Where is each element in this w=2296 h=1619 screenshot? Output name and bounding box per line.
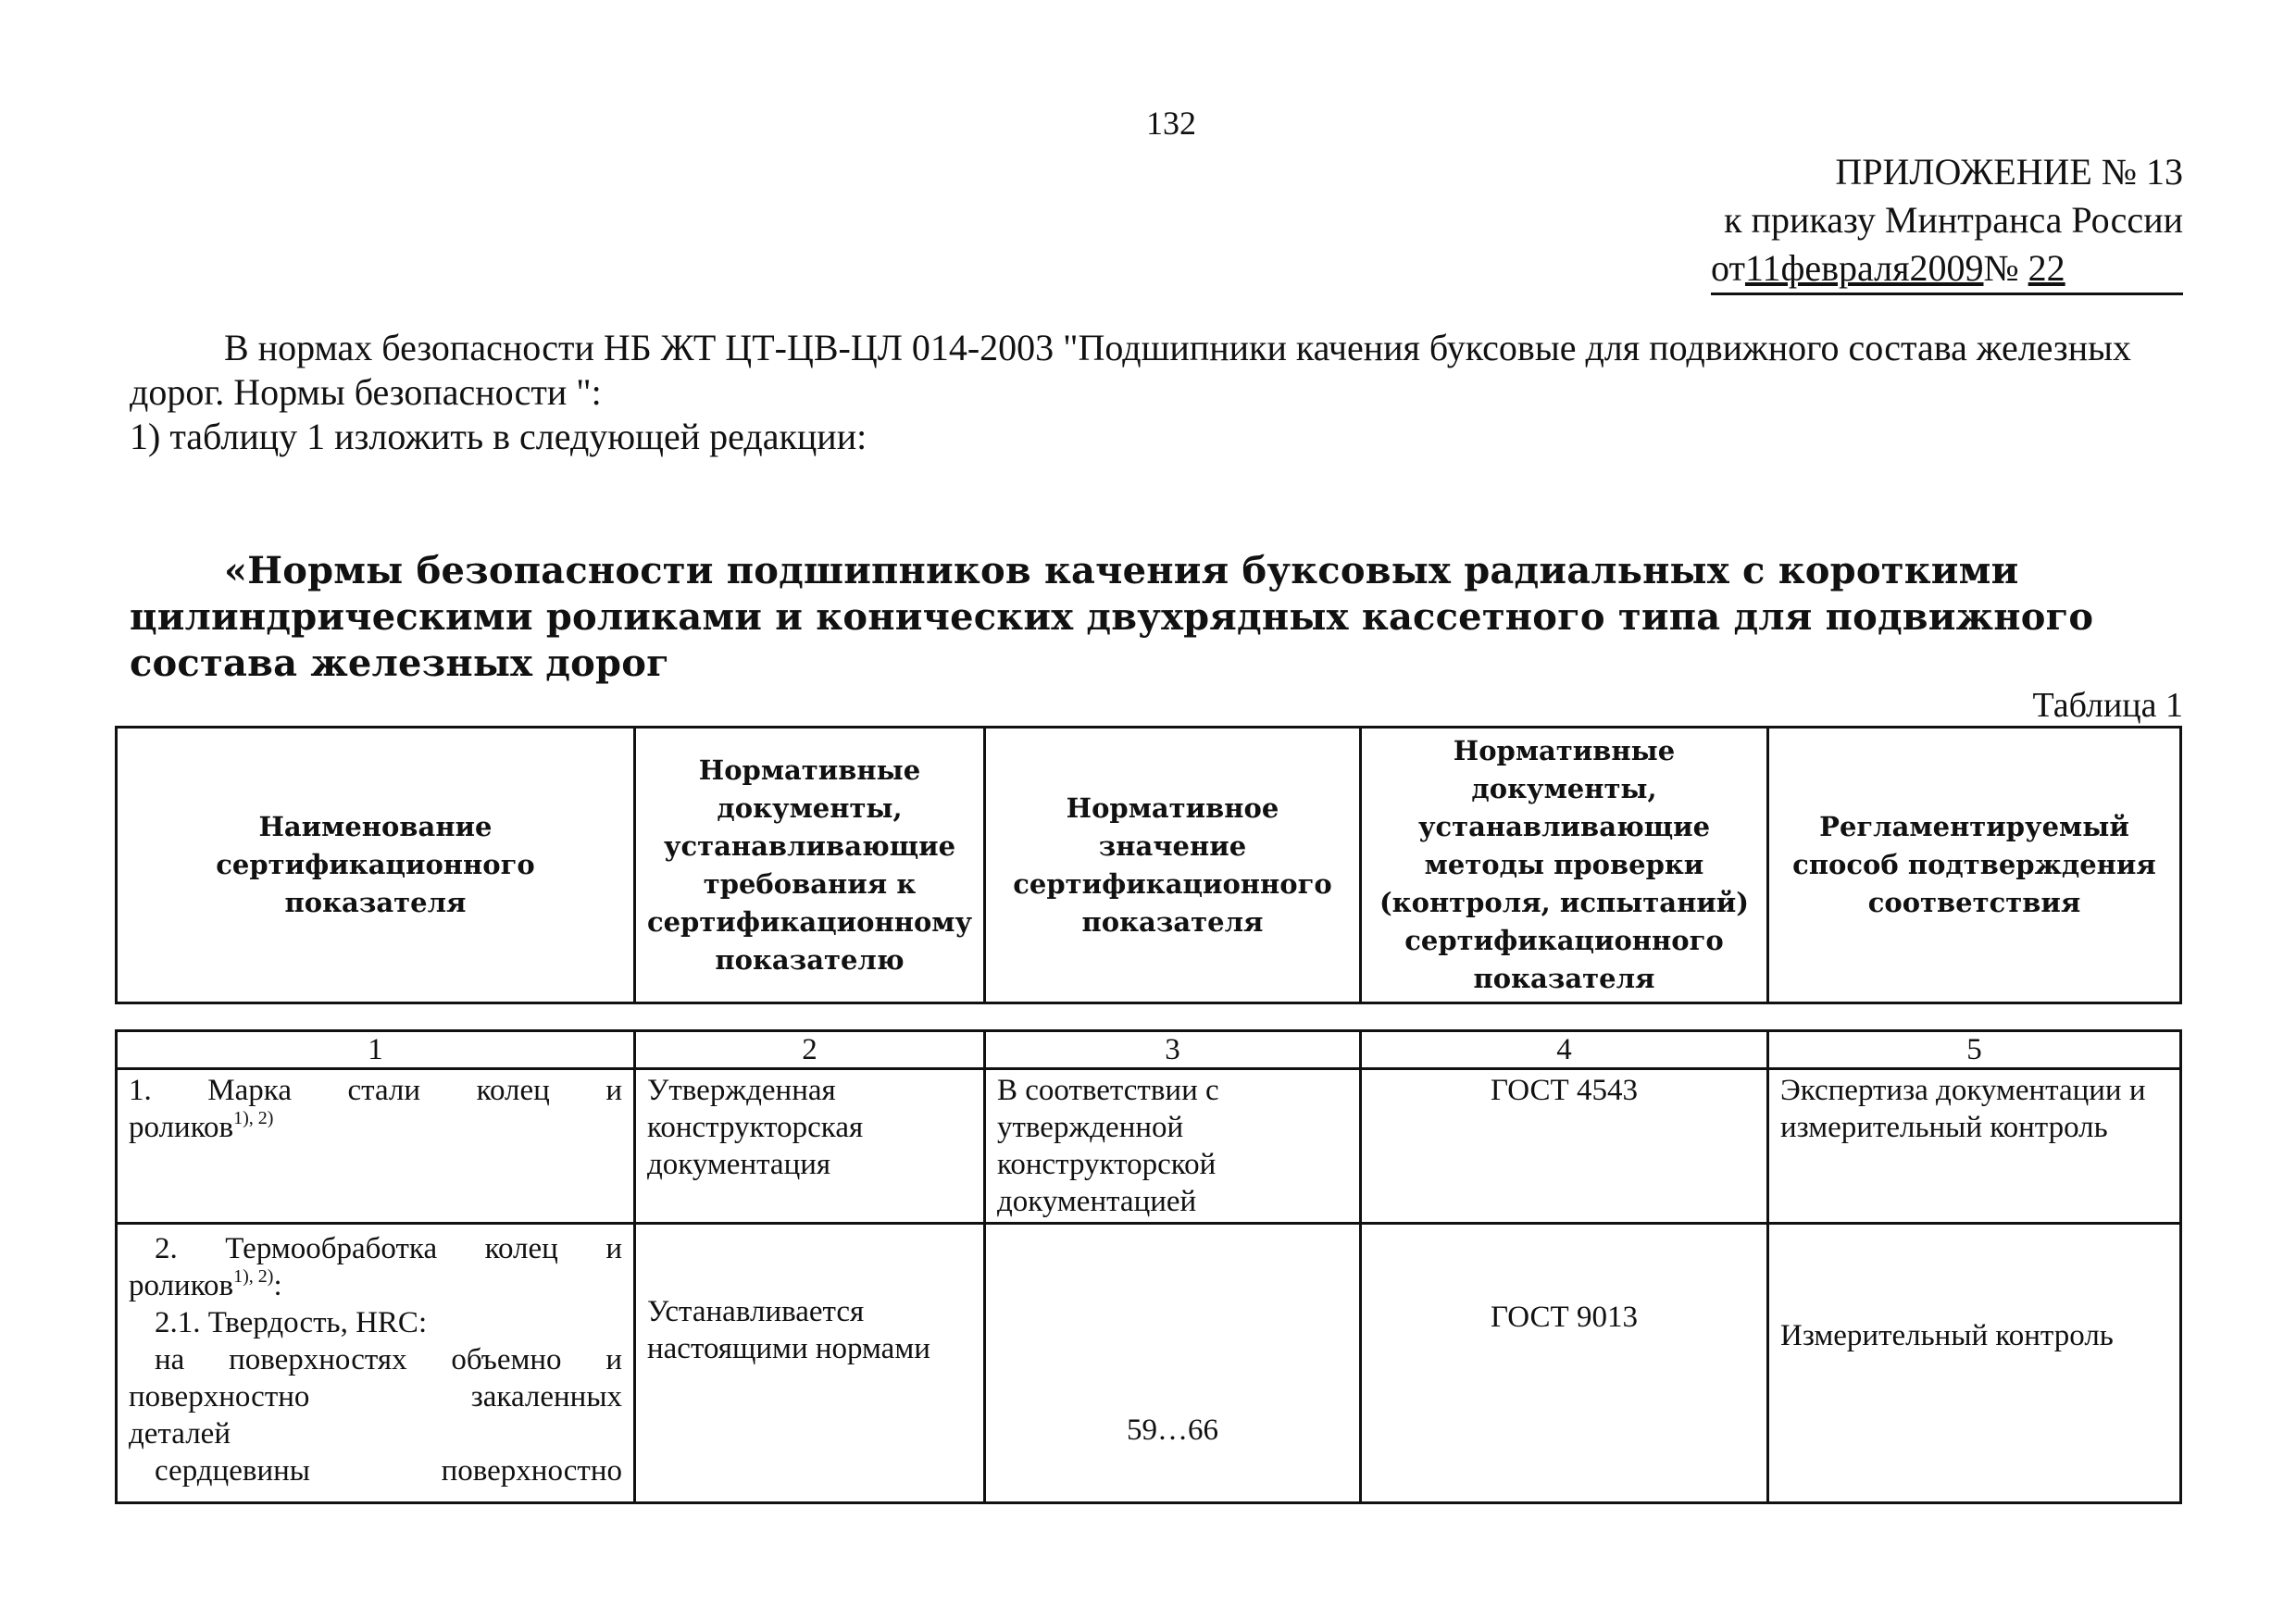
header-cell: Нормативное значение сертификационного показателя	[985, 728, 1361, 1003]
method-docs-cell: ГОСТ 4543	[1361, 1069, 1768, 1224]
method-docs-cell	[1361, 1224, 1768, 1503]
column-number: 5	[1768, 1031, 2181, 1069]
value-cell	[985, 1224, 1361, 1503]
sub-indicator-line: сердцевины поверхностно	[155, 1454, 622, 1488]
header-row	[117, 728, 2181, 1003]
appendix-header	[1711, 148, 2183, 295]
appendix-order: к приказу Минтранса России	[1724, 199, 2183, 241]
sub-indicator-line: поверхностно закаленных	[129, 1380, 622, 1414]
indicator-name-cont: роликов	[129, 1111, 234, 1144]
table-label: Таблица 1	[2032, 686, 2183, 725]
header-cell: Нормативные документы, устанавливающие требования к сертификационному показателю	[635, 728, 985, 1003]
indicator-name: 1. Марка стали колец и	[129, 1074, 622, 1107]
number-prefix: №	[1983, 247, 2019, 289]
date-prefix: от	[1711, 247, 1745, 289]
column-number-row	[117, 1031, 2181, 1069]
value-cell: В соответствии с утвержденной конструкторской документацией	[985, 1069, 1361, 1224]
table-header	[115, 726, 2182, 1004]
date-value: 11февраля2009	[1744, 247, 1984, 289]
signature-line	[1711, 244, 2183, 295]
indicator-name-cell	[117, 1069, 635, 1224]
data-table	[115, 1029, 2182, 1504]
intro-text	[130, 326, 2176, 459]
column-number: 4	[1361, 1031, 1768, 1069]
table-row	[117, 1069, 2181, 1224]
column-number: 3	[985, 1031, 1361, 1069]
confirmation: Измерительный контроль	[1780, 1319, 2114, 1352]
header-cell: Нормативные документы, устанавливающие методы проверки (контроля, испытаний) сертификационного показателя	[1361, 728, 1768, 1003]
table-row	[117, 1224, 2181, 1503]
indicator-name-cont: роликов	[129, 1269, 234, 1302]
confirmation-cell: Экспертиза документации и измерительный контроль	[1768, 1069, 2181, 1224]
requirement-docs: Устанавливается настоящими нормами	[647, 1295, 930, 1365]
intro-item: 1) таблицу 1 изложить в следующей редакции:	[130, 416, 867, 457]
hardness-value: 59…66	[1127, 1414, 1218, 1447]
document-heading	[130, 548, 2176, 687]
method-docs: ГОСТ 9013	[1491, 1301, 1638, 1334]
indicator-name-cell	[117, 1224, 635, 1503]
column-number: 2	[635, 1031, 985, 1069]
intro-paragraph: В нормах безопасности НБ ЖТ ЦТ-ЦВ-ЦЛ 014-2003 "Подшипники качения буксовые для подвижного состава железных дорог. Нормы безопасности ":	[130, 327, 2131, 413]
appendix-title: ПРИЛОЖЕНИЕ № 13	[1835, 151, 2183, 193]
requirement-docs-cell: Утвержденная конструкторская документация	[635, 1069, 985, 1224]
column-number: 1	[117, 1031, 635, 1069]
indicator-name: 2. Термообработка колец и	[155, 1232, 622, 1265]
number-value: 22	[2028, 247, 2065, 289]
confirmation-cell	[1768, 1224, 2181, 1503]
indicator-name-suffix: :	[273, 1269, 282, 1302]
header-cell: Наименование сертификационного показателя	[117, 728, 635, 1003]
appendix-date-line	[1711, 244, 2183, 295]
heading-text: «Нормы безопасности подшипников качения буксовых радиальных с короткими цилиндрическими роликами и конических двухрядных кассетного типа для подвижного состава железных дорог	[130, 549, 2094, 685]
footnote-ref: 1), 2)	[233, 1108, 274, 1128]
header-cell: Регламентируемый способ подтверждения соответствия	[1768, 728, 2181, 1003]
page-number: 132	[1146, 105, 1196, 142]
sub-indicator-title: 2.1. Твердость, HRC:	[155, 1306, 428, 1339]
footnote-ref: 1), 2)	[233, 1266, 274, 1287]
sub-indicator-line: деталей	[129, 1417, 231, 1451]
sub-indicator-line: на поверхностях объемно и	[155, 1343, 622, 1376]
requirement-docs-cell	[635, 1224, 985, 1503]
